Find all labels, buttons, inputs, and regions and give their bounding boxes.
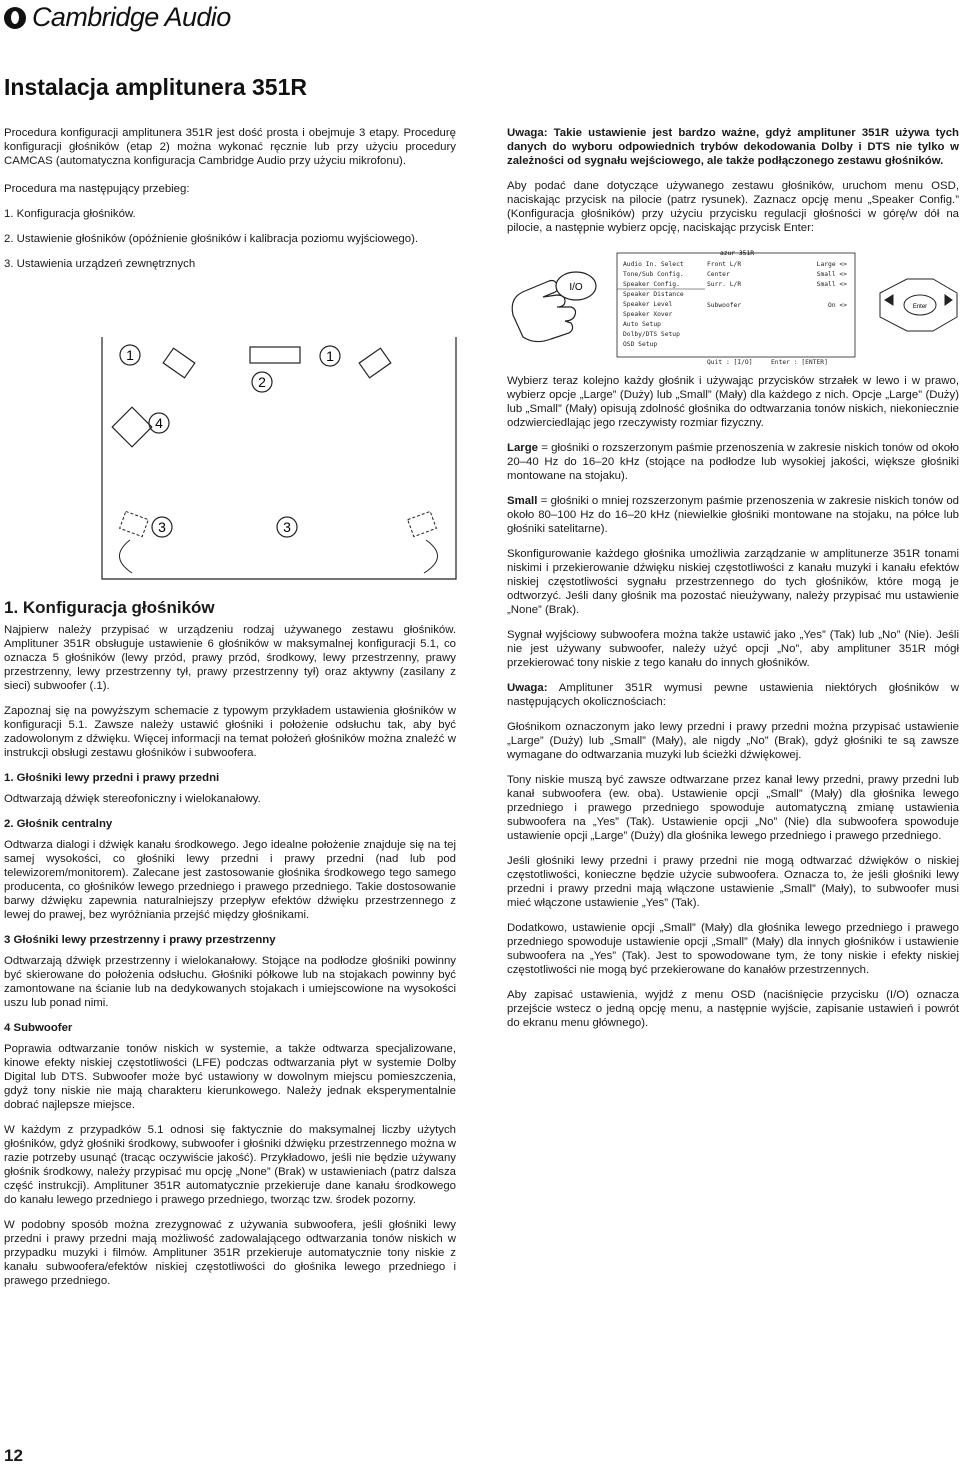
osd-menu-item: Tone/Sub Config. (623, 271, 684, 278)
osd-menu-item: Audio In. Select (623, 261, 684, 268)
osd-menu-item: Speaker Level (623, 301, 673, 308)
subsection-paragraph: Poprawia odtwarzanie tonów niskich w systemie, a także odtwarza specjalizowane, kinowe efekty niskiej częstotliwości (LFE) podczas odtwarzania płyt w systemie Dolby Digital lub DTS. Subwoofer może być ustawiony w dowolnym miejscu pomieszczenia, gdyż tony niskie nie mają charakteru kierunkowego. Należy jednak eksperymentalnie dobrać najlepsze miejsce. (4, 1043, 456, 1111)
osd-menu-item: Auto Setup (623, 321, 661, 328)
osd-row-name: Surr. L/R (707, 281, 742, 288)
osd-row-value: Small <> (816, 281, 847, 288)
front-left-speaker-icon (163, 348, 195, 378)
osd-row-name: Subwoofer (707, 302, 742, 309)
section-paragraph: W podobny sposób można zrezygnować z używania subwoofera, jeśli głośniki lewy przedni i prawy przedni mają możliwość zadowalającego odtwarzania tonów niskich w przypadku muzyki i filmów. Amplituner 351R przekieruje automatycznie tony niskie z kanału subwoofera/efektów niskiej częstotliwości do głośnika lewego przedniego i prawego przedniego. (4, 1219, 456, 1287)
step-1: 1. Konfiguracja głośników. (4, 208, 136, 220)
brand-name: Cambridge Audio (32, 2, 231, 32)
osd-title: azur 351R (719, 250, 755, 257)
right-paragraph: Aby podać dane dotyczące używanego zestawu głośników, uruchom menu OSD, naciskając przycisk na pilocie (patrz rysunek). Zaznacz opcję menu „Speaker Config.” (Konfiguracja głośników) przy użyciu przycisku regulacji głośności w górę/w dół na pilocie, a następnie wybierz opcję, naciskając przycisk Enter: (507, 180, 959, 234)
subsection-heading: 3 Głośniki lewy przestrzenny i prawy przestrzenny (4, 934, 276, 946)
osd-menu-item: Speaker Distance (623, 291, 684, 298)
osd-illustration (505, 245, 960, 367)
subsection-paragraph: Odtwarzają dźwięk stereofoniczny i wielokanałowy. (4, 793, 261, 805)
section-paragraph: Najpierw należy przypisać w urządzeniu rodzaj używanego zestawu głośników. Amplituner 351R obsługuje ustawienie 6 głośników w maksymalnej konfiguracji 5.1, co oznacza 5 głośników (lewy przód, prawy przód, środkowy, lewy przestrzenny, prawy przestrzenny, lewy przestrzenny tył, prawy przestrzenny tył) oraz aktywny (zasilany z sieci) subwoofer (.1). (4, 624, 456, 692)
section-speaker-config (4, 598, 456, 1299)
osd-row-value: Large <> (816, 261, 847, 268)
right-paragraph: Jeśli głośniki lewy przedni i prawy przedni nie mogą odtwarzać dźwięków o niskiej częstotliwości, konieczne będzie użycie subwoofera. Oznacza to, że jeśli głośniki lewy przedni i prawy przedni mają włączone ustawienie „Small” (Mały), to subwoofer musi mieć włączone ustawienie „Yes” (Tak). (507, 855, 959, 909)
page-number: 12 (4, 1446, 23, 1465)
label-3-left: 3 (158, 519, 166, 535)
label-1-right: 1 (326, 348, 334, 364)
center-speaker-icon (250, 347, 300, 363)
note2-term: Uwaga: (507, 682, 548, 694)
right-column-top (507, 126, 959, 246)
speaker-layout-diagram (100, 335, 460, 585)
small-text: = głośniki o mniej rozszerzonym paśmie przenoszenia w zakresie niskich tonów od około 80–100 Hz do 16–20 kHz (niewielkie głośniki montowane na stojaku, na półce lub głośniki satelitarne). (507, 495, 959, 535)
front-right-speaker-icon (359, 348, 391, 378)
enter-button-label: Enter (912, 304, 928, 310)
right-column-bottom (507, 374, 959, 1041)
osd-row-value: Small <> (816, 271, 847, 278)
small-term: Small (507, 495, 538, 507)
right-paragraph: Sygnał wyjściowy subwoofera można także ustawić jako „Yes” (Tak) lub „No” (Nie). Jeśli nie jest używany subwoofer, należy użyć opcji „No”, aby amplituner 351R mógł przekierować tony niskie z tego kanału do innych głośników. (507, 629, 959, 669)
intro-section (4, 126, 456, 282)
right-paragraph: Tony niskie muszą być zawsze odtwarzane przez kanał lewy przedni, prawy przedni lub kanał subwoofera (ew. oba). Ustawienie opcji „Small” (Mały) dla głośnika lewego przedniego i prawego przedniego spowoduje automatyczną zmianę ustawienia subwoofera na „Yes” (Tak). Ustawienie opcji „No” (Nie) dla subwoofera spowoduje ustawienie opcji „Large” (Duży) dla głośnika lewego przedniego i prawego przedniego. (507, 774, 959, 842)
note-paragraph: Uwaga: Takie ustawienie jest bardzo ważne, gdyż amplituner 351R używa tych danych do wyboru odpowiednich trybów dekodowania Dolby i DTS nie tylko w zależności od sygnału wejściowego, ale także podłączonego zestawu głośników. (507, 127, 959, 167)
small-definition (507, 494, 959, 536)
right-paragraph: Wybierz teraz kolejno każdy głośnik i używając przycisków strzałek w lewo i w prawo, wybierz opcje „Large” (Duży) lub „Small” (Mały) dla każdego z nich. Opcje „Large” (Duży) lub „Small” (Mały) opisują zdolność głośnika do odtwarzania tonów niskich, niekoniecznie odzwierciedlając jego rzeczywisty rozmiar fizyczny. (507, 375, 959, 429)
right-paragraph: Głośnikom oznaczonym jako lewy przedni i prawy przedni można przypisać ustawienie „Large” (Duży) lub „Small” (Mały), ale nigdy „No” (Brak), gdyż głośniki te są zawsze wymagane do odtwarzania muzyki lub ścieżki dźwiękowej. (507, 721, 959, 761)
osd-footer-quit: Quit : [I/O] (707, 359, 753, 366)
surround-right-speaker-icon (408, 511, 438, 573)
section-paragraph: Zapoznaj się na powyższym schemacie z typowym przykładem ustawienia głośników w konfiguracji 5.1. Zawsze należy ustawić głośniki i położenie odsłuchu tak, aby być zadowolonym z dźwięku. Więcej informacji na temat położeń głośników można znaleźć w instrukcji obsługi zestawu głośników i subwoofera. (4, 705, 456, 759)
label-2: 2 (258, 374, 266, 390)
osd-menu-item: Speaker Xover (623, 311, 673, 318)
remote-io-button: I/O (569, 282, 583, 293)
subsection-paragraph: Odtwarza dialogi i dźwięk kanału środkowego. Jego idealne położenie znajduje się na tej samej wysokości, co głośniki lewy przedni i prawy przedni (nad lub pod telewizorem/monitorem). Zalecane jest zastosowanie głośnika środkowego tego samego producenta, co głośników lewego przedniego i prawego przedniego. Takie dostosowanie barwy dźwięku zapewnia naturalniejszy przepływ efektów dźwięku przestrzennego z lewej do prawej, bez wyróżniania przejść między głośnikami. (4, 839, 456, 921)
large-definition (507, 441, 959, 483)
procedure-lead: Procedura ma następujący przebieg: (4, 183, 190, 195)
brand-logo (4, 2, 231, 33)
large-term: Large (507, 442, 539, 454)
surround-left-speaker-icon (119, 511, 148, 573)
label-3-right: 3 (283, 519, 291, 535)
subsection-heading: 1. Głośniki lewy przedni i prawy przedni (4, 772, 220, 784)
right-paragraph: Aby zapisać ustawienia, wyjdź z menu OSD (naciśnięcie przycisku (I/O) oznacza przejście wstecz o jedną opcję menu, a następnie wyjście, zapisanie ustawień i powrót do ekranu menu głównego). (507, 989, 959, 1029)
step-3: 3. Ustawienia urządzeń zewnętrznych (4, 258, 196, 270)
section-paragraph: W każdym z przypadków 5.1 odnosi się faktycznie do maksymalnej liczby użytych głośników, gdyż głośniki środkowy, subwoofer i głośniki dźwięku przestrzennego można w razie potrzeby usunąć (tracąc oczywiście jakość). Przykładowo, jeśli nie będzie używany głośnik środkowy, należy przypisać mu opcję „None” (Brak) w ustawieniach (patrz dalsza część instrukcji). Amplituner 351R automatycznie przekieruje dane kanału środkowego do kanału lewego przedniego i prawego przedniego, tworząc tzw. środek pozorny. (4, 1124, 456, 1206)
note2-text: Amplituner 351R wymusi pewne ustawienia niektórych głośników w następujących okolicznościach: (507, 682, 959, 708)
logo-mark-icon (4, 7, 26, 29)
subwoofer-icon (112, 407, 152, 447)
label-4: 4 (155, 415, 163, 431)
label-1-left: 1 (126, 347, 134, 363)
osd-menu-item: Dolby/DTS Setup (623, 331, 680, 338)
osd-menu-item: OSD Setup (623, 341, 658, 348)
intro-paragraph: Procedura konfiguracji amplitunera 351R jest dość prosta i obejmuje 3 etapy. Procedurę konfiguracji głośników (etap 2) można wykonać ręcznie lub przy użyciu procedury CAMCAS (automatyczna konfiguracja Cambridge Audio przy użyciu mikrofonu). (4, 127, 456, 167)
remote-hand-icon (512, 272, 596, 342)
note2-paragraph (507, 681, 959, 709)
right-paragraph: Dodatkowo, ustawienie opcji „Small” (Mały) dla głośnika lewego przedniego i prawego przedniego spowoduje ustawienie opcji „Small” (Mały) dla innych głośników i ustawienie subwoofera na „Yes” (Tak). Jest to spowodowane tym, że tony niskie i efekty niskiej częstotliwości nie mogą być przekierowane do kanałów przestrzennych. (507, 922, 959, 976)
osd-row-name: Center (707, 271, 730, 278)
large-text: = głośniki o rozszerzonym paśmie przenoszenia w zakresie niskich tonów od około 20–40 Hz do 16–20 kHz (stojące na podłodze lub wysokiej jakości, większe głośniki montowane na stojaku). (507, 442, 959, 482)
subsection-heading: 2. Głośnik centralny (4, 818, 113, 830)
osd-menu-item-selected: Speaker Config. (623, 281, 680, 288)
right-paragraph: Skonfigurowanie każdego głośnika umożliwia zarządzanie w amplitunerze 351R tonami niskimi i przekierowanie dźwięku niskiej częstotliwości z kanału muzyki i kanału efektów niskiej częstotliwości sygnału przestrzennego do tych głośników, które mogą je odtworzyć. Jeśli dany głośnik ma pozostać nieużywany, należy przypisać mu ustawienie „None” (Brak). (507, 548, 959, 616)
section-heading: 1. Konfiguracja głośników (4, 598, 215, 617)
step-2: 2. Ustawienie głośników (opóźnienie głośników i kalibracja poziomu wyjściowego). (4, 233, 419, 245)
subsection-paragraph: Odtwarzają dźwięk przestrzenny i wielokanałowy. Stojące na podłodze głośniki powinny być skierowane do położenia odsłuchu. Głośniki półkowe lub na stojakach powinny być zamontowane na ścianie lub na dedykowanych stojakach i umiejscowione na wysokości uszu lub ponad nimi. (4, 955, 456, 1009)
osd-row-value: On <> (828, 302, 847, 309)
page-title: Instalacja amplitunera 351R (4, 74, 307, 100)
osd-row-name: Front L/R (707, 261, 742, 268)
osd-footer-enter: Enter : [ENTER] (771, 359, 828, 366)
subsection-heading: 4 Subwoofer (4, 1022, 73, 1034)
